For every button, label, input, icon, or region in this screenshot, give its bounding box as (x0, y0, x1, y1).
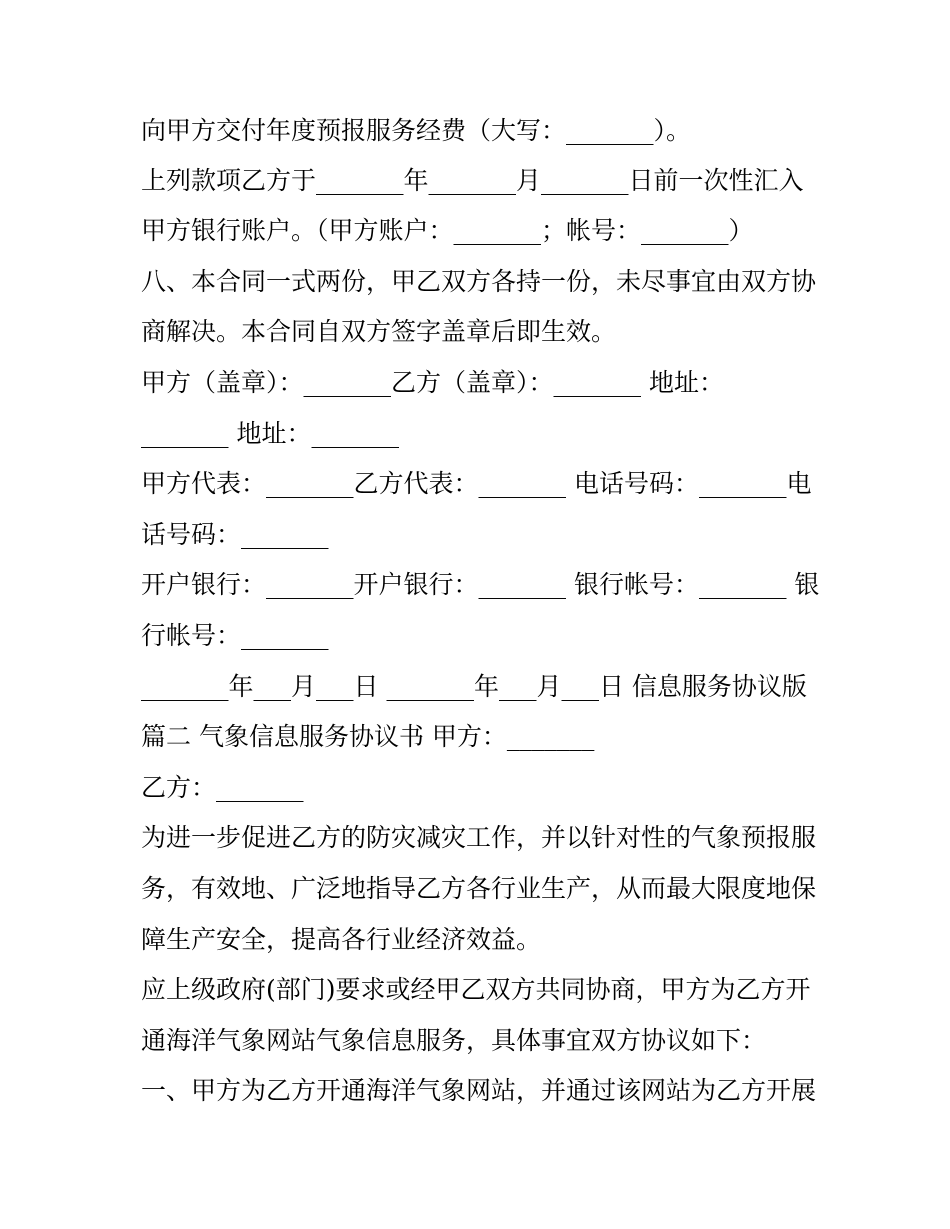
text-line: 乙方：_______ (141, 773, 304, 802)
text-line: 上列款项乙方于_______年_______月_______日前一次性汇入 (141, 166, 804, 195)
text-line: 应上级政府(部门)要求或经甲乙双方共同协商，甲方为乙方开 (141, 975, 811, 1004)
text-line: _______年___月___日 _______年___月___日 信息服务协议版 (141, 672, 807, 701)
text-line: 话号码：_______ (141, 520, 329, 549)
text-line: 一、甲方为乙方开通海洋气象网站，并通过该网站为乙方开展 (141, 1076, 817, 1105)
text-line: 障生产安全，提高各行业经济效益。 (141, 925, 542, 954)
text-line: 篇二 气象信息服务协议书 甲方：_______ (141, 722, 595, 751)
text-line: 甲方（盖章）：_______乙方（盖章）：_______ 地址： (141, 368, 724, 397)
text-line: 通海洋气象网站气象信息服务，具体事宜双方协议如下： (141, 1026, 767, 1055)
text-line: 务，有效地、广泛地指导乙方各行业生产，从而最大限度地保 (141, 874, 817, 903)
text-line: 向甲方交付年度预报服务经费（大写：_______）。 (141, 116, 692, 145)
text-line: 商解决。本合同自双方签字盖章后即生效。 (141, 317, 617, 346)
text-line: _______ 地址：_______ (141, 419, 399, 448)
text-line: 甲方代表：_______乙方代表：_______ 电话号码：_______电 (141, 469, 812, 498)
text-line: 八、本合同一式两份，甲乙双方各持一份，未尽事宜由双方协 (141, 267, 817, 296)
text-line: 开户银行：_______开户银行：_______ 银行帐号：_______ 银 (141, 570, 820, 599)
text-line: 甲方银行账户。（甲方账户：_______；帐号：_______） (141, 216, 754, 245)
text-line: 为进一步促进乙方的防灾减灾工作，并以针对性的气象预报服 (141, 823, 817, 852)
text-line: 行帐号：_______ (141, 621, 329, 650)
